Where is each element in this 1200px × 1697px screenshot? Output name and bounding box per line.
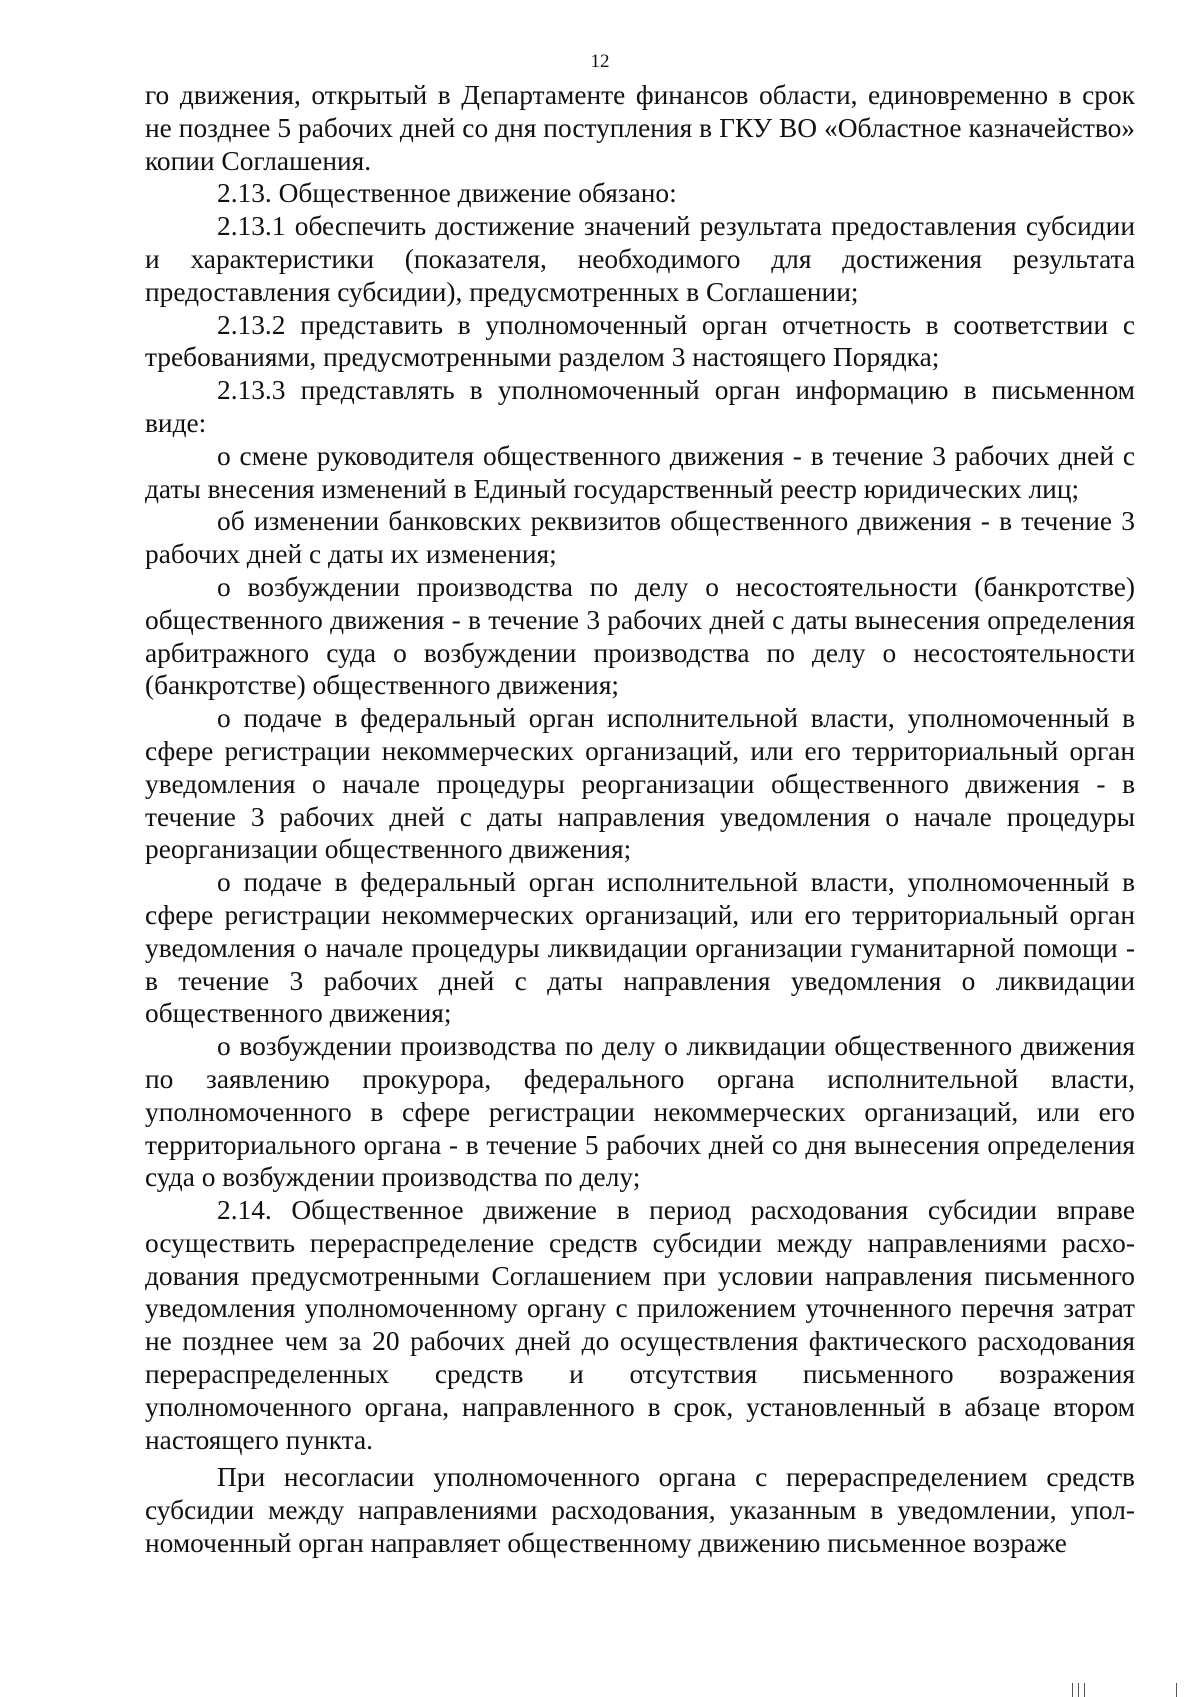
list-item-bankruptcy: о возбуждении производства по делу о несостоятельности (банкротстве) общественного движения - в течение 3 рабочих дней с даты вынесения определения арбитражного суда о возбуждении производства по делу о несостоятельности (банкротстве) общественного движения; bbox=[145, 571, 1135, 701]
paragraph-2-13-1: 2.13.1 обеспечить достижение значений результата предоставления субсидии и характеристики (показателя, необходимого для достижения результата предоставления субсидии), предусмотренных в Соглашении; bbox=[145, 211, 1135, 307]
paragraph-continuation: го движения, открытый в Департаменте финансов области, единовременно в срок не позднее 5 рабочих дней со дня поступления в ГКУ ВО «Областное казначейство» копии Соглашения. bbox=[145, 80, 1135, 176]
paragraph-2-14: 2.14. Общественное движение в период расходования субсидии вправе осуществить перераспределение средств субсидии между направлениями расходования предусмотренными Соглашением при условии направления письменного уведомления уполномоченному органу с приложением уточненного перечня затрат не позднее чем за 20 рабочих дней до осуществления фактического расходования перераспределенных средств и отсутствия письменного возражения уполномоченного органа, направленного в срок, установленный в абзаце втором настоящего пункта. bbox=[145, 1195, 1135, 1455]
page-number: 12 bbox=[590, 51, 610, 72]
scan-mark bbox=[1078, 1683, 1079, 1697]
paragraph-disagreement: При несогласии уполномоченного органа с перераспределением средств субсидии между направлениями расходования, указанным в уведомлении, уполномоченный орган направляет общественному движению письменное возраже bbox=[145, 1462, 1135, 1559]
list-item-reorganization: о подаче в федеральный орган исполнительной власти, уполномоченный в сфере регистрации некоммерческих организаций, или его территориальный орган уведомления о начале процедуры реорганизации общественного движения - в течение 3 рабочих дней с даты направления уведомления о начале процедуры реорганизации общественного движения; bbox=[145, 703, 1135, 865]
list-item-liquidation-notice: о подаче в федеральный орган исполнительной власти, уполномоченный в сфере регистрации некоммерческих организаций, или его территориальный орган уведомления о начале процедуры ликвидации организации гуманитарной помощи - в течение 3 рабочих дней с даты направления уведомления о ликвидации общественного движения; bbox=[145, 867, 1135, 1029]
paragraph-2-13: 2.13. Общественное движение обязано: bbox=[217, 178, 677, 209]
paragraph-2-13-3: 2.13.3 представлять в уполномоченный орган информацию в письменном виде: bbox=[145, 375, 1135, 438]
scan-marks bbox=[1072, 1683, 1182, 1697]
scan-mark bbox=[1176, 1683, 1177, 1697]
document-body bbox=[145, 79, 1135, 1560]
list-item-liquidation-proceedings: о возбуждении производства по делу о ликвидации общественного движения по заявлению прокурора, федерального органа исполнительной власти, уполномоченного в сфере регистрации некоммерческих организаций, или его территориального органа - в течение 5 рабочих дней со дня вынесения определения суда о возбуждении производства по делу; bbox=[145, 1031, 1135, 1193]
list-item-head-change: о смене руководителя общественного движения - в течение 3 рабочих дней с даты внесения изменений в Единый государственный реестр юридических лиц; bbox=[145, 440, 1135, 504]
paragraph-2-13-2: 2.13.2 представить в уполномоченный орган отчетность в соответствии с требованиями, предусмотренными разделом 3 настоящего Порядка; bbox=[145, 309, 1135, 373]
scan-mark bbox=[1072, 1683, 1073, 1697]
scan-mark bbox=[1084, 1683, 1085, 1697]
list-item-bank-details: об изменении банковских реквизитов общественного движения - в течение 3 рабочих дней с даты их изменения; bbox=[145, 506, 1135, 570]
